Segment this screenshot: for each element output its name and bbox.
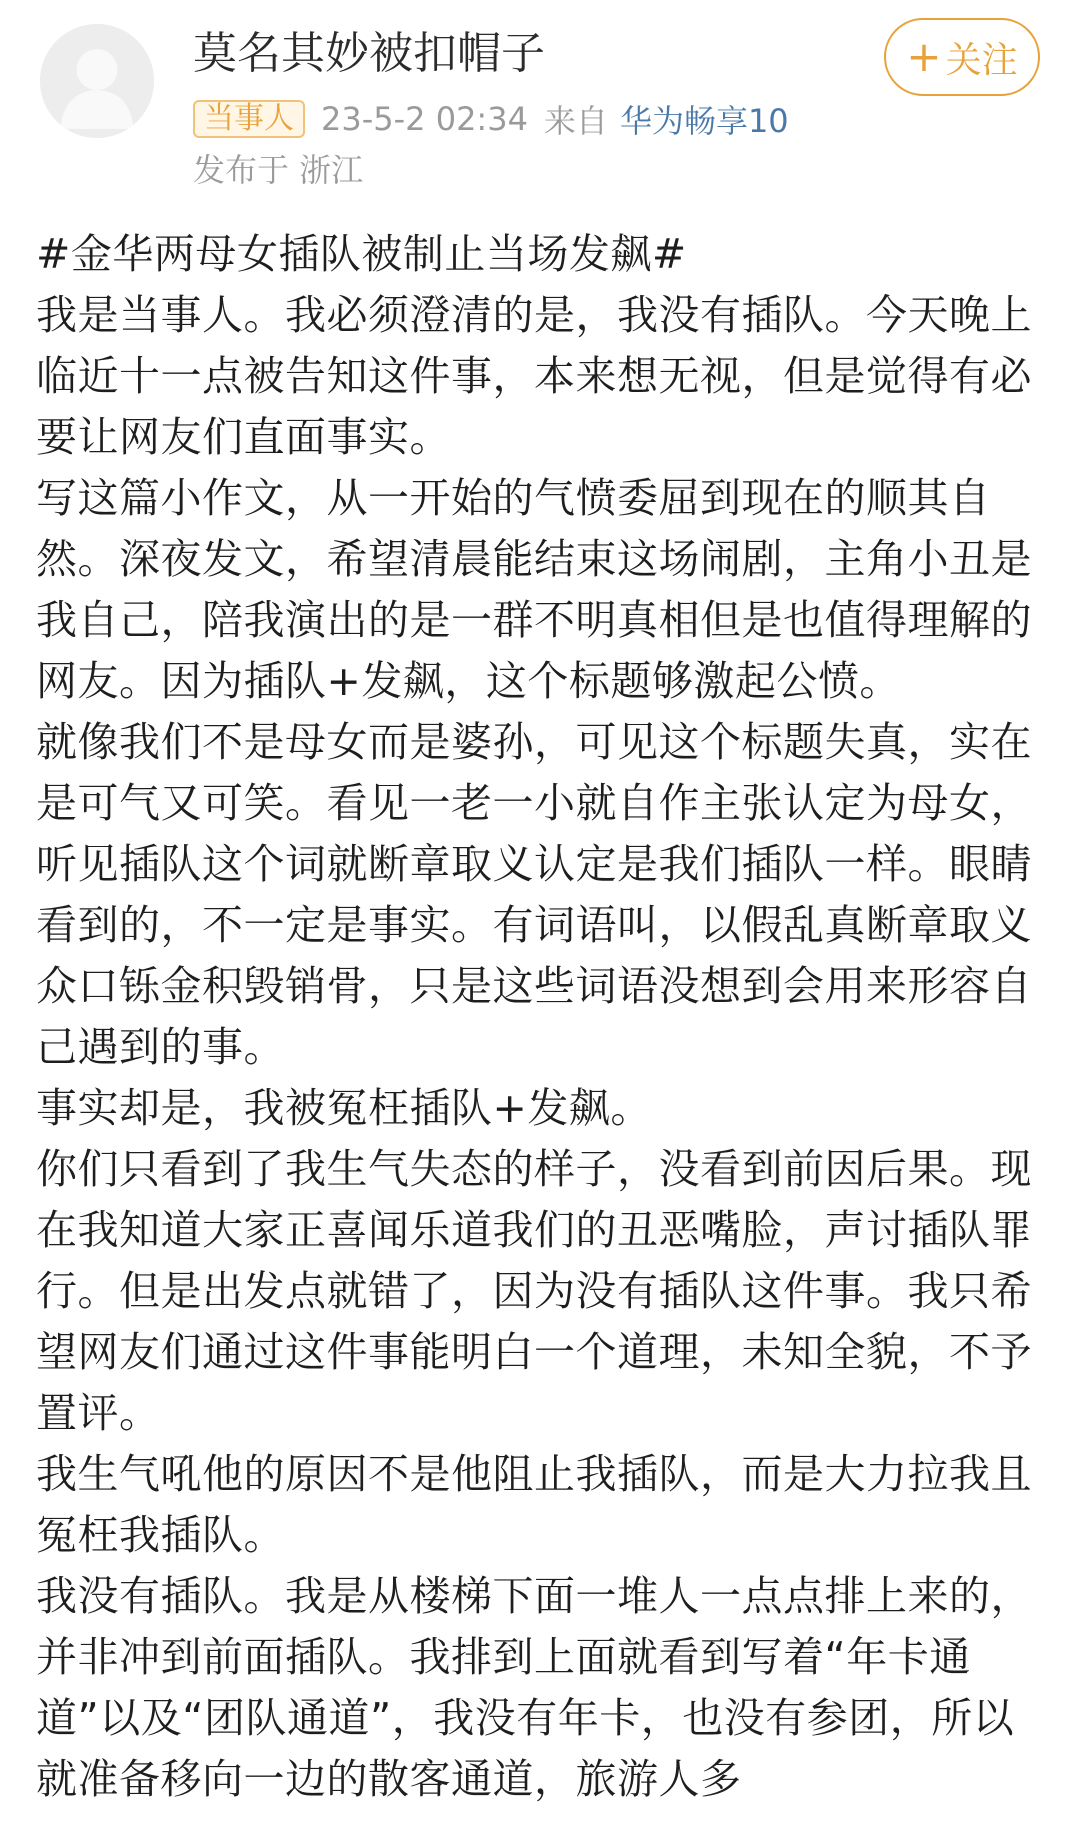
post-paragraph: 你们只看到了我生气失态的样子，没看到前因后果。现在我知道大家正喜闻乐道我们的丑恶嘴脸，声讨插队罪行。但是出发点就错了，因为没有插队这件事。我只希望网友们通过这件事能明白一个道理，未知全貌，不予置评。 xyxy=(36,1145,1032,1437)
default-avatar-icon xyxy=(40,24,154,138)
post-body xyxy=(36,224,1046,1810)
post-meta xyxy=(193,96,789,142)
post-time: 23-5-2 02:34 xyxy=(321,100,528,138)
post-location: 发布于 浙江 xyxy=(193,151,364,189)
source-prefix: 来自 xyxy=(543,102,608,140)
username[interactable]: 莫名其妙被扣帽子 xyxy=(193,28,545,79)
post-paragraph: 我没有插队。我是从楼梯下面一堆人一点点排上来的，并非冲到前面插队。我排到上面就看到写着“年卡通道”以及“团队通道”，我没有年卡，也没有参团，所以就准备移向一边的散客通道，旅游人多 xyxy=(36,1572,1032,1803)
source-device-link[interactable]: 华为畅享10 xyxy=(619,102,789,140)
plus-icon: + xyxy=(906,32,942,81)
follow-label: 关注 xyxy=(945,39,1018,81)
post-paragraph: 事实却是，我被冤枉插队+发飙。 xyxy=(36,1084,652,1132)
post-paragraph: 我是当事人。我必须澄清的是，我没有插队。今天晚上临近十一点被告知这件事，本来想无视，但是觉得有必要让网友们直面事实。 xyxy=(36,291,1032,461)
post-paragraph: 写这篇小作文，从一开始的气愤委屈到现在的顺其自然。深夜发文，希望清晨能结束这场闹剧，主角小丑是我自己，陪我演出的是一群不明真相但是也值得理解的网友。因为插队+发飙，这个标题够激起公愤。 xyxy=(36,474,1032,705)
hashtag-link[interactable]: #金华两母女插队被制止当场发飙# xyxy=(36,230,687,278)
status-badge: 当事人 xyxy=(193,100,305,138)
avatar[interactable] xyxy=(40,24,154,138)
post-paragraph: 就像我们不是母女而是婆孙，可见这个标题失真，实在是可气又可笑。看见一老一小就自作主张认定为母女，听见插队这个词就断章取义认定是我们插队一样。眼睛看到的，不一定是事实。有词语叫，以假乱真断章取义众口铄金积毁销骨，只是这些词语没想到会用来形容自己遇到的事。 xyxy=(36,718,1032,1071)
follow-button[interactable] xyxy=(884,18,1040,96)
post-header xyxy=(0,0,1080,215)
post-paragraph: 我生气吼他的原因不是他阻止我插队，而是大力拉我且冤枉我插队。 xyxy=(36,1450,1032,1559)
